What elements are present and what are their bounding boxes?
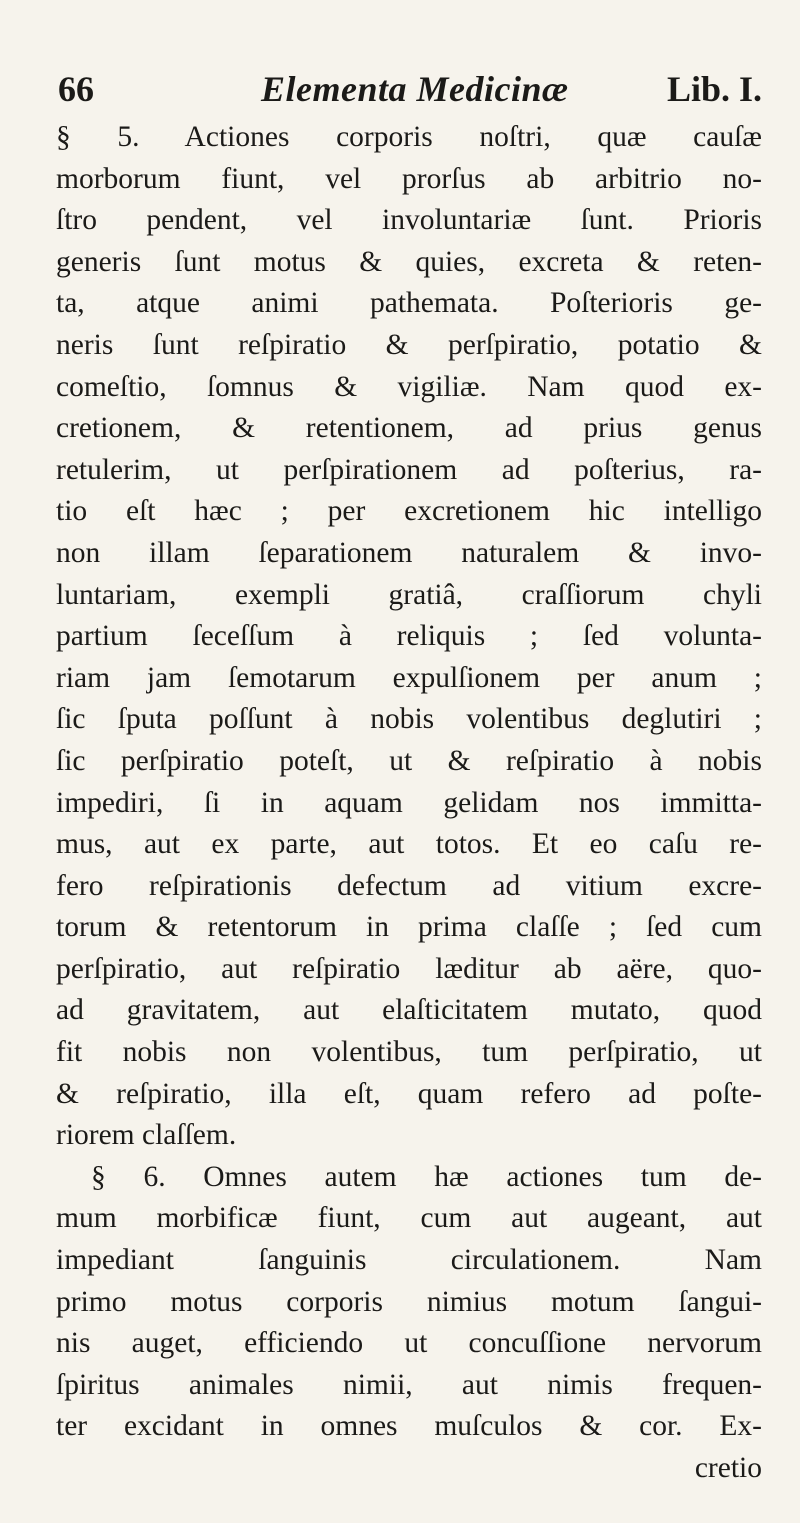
- text-line: fero reſpirationis defectum ad vitium excre-: [56, 869, 762, 902]
- text-line: cretionem, & retentionem, ad prius genus: [56, 412, 762, 445]
- text-line: mum morbificæ fiunt, cum aut augeant, aut: [56, 1202, 762, 1235]
- text-line: ſpiritus animales nimii, aut nimis frequen-: [56, 1368, 762, 1401]
- text-line: ſtro pendent, vel involuntariæ ſunt. Prioris: [56, 204, 762, 237]
- text-line: neris ſunt reſpiratio & perſpiratio, potatio &: [56, 328, 762, 361]
- text-line: ter excidant in omnes muſculos & cor. Ex-: [56, 1410, 762, 1443]
- text-line: § 5. Actiones corporis noſtri, quæ cauſæ: [56, 121, 762, 153]
- text-line: impediri, ſi in aquam gelidam nos immitta-: [56, 786, 762, 819]
- text-line: & reſpiratio, illa eſt, quam refero ad poſte-: [56, 1077, 762, 1110]
- text-line: riorem claſſem.: [56, 1119, 237, 1152]
- text-line: primo motus corporis nimius motum ſangui-: [56, 1285, 762, 1318]
- text-line: ta, atque animi pathemata. Poſterioris ge-: [56, 287, 762, 320]
- text-line: torum & retentorum in prima claſſe ; ſed cum: [56, 911, 762, 944]
- text-line: generis ſunt motus & quies, excreta & reten-: [56, 245, 762, 278]
- text-line: fit nobis non volentibus, tum perſpiratio, ut: [56, 1036, 762, 1069]
- text-line: non illam ſeparationem naturalem & invo-: [56, 536, 762, 569]
- body-text: [56, 117, 762, 1490]
- page-number: 66: [58, 69, 94, 109]
- catchword: cretio: [694, 1452, 762, 1484]
- book-reference: Lib. I.: [666, 69, 762, 109]
- text-line: mus, aut ex parte, aut totos. Et eo caſu re-: [56, 828, 762, 861]
- text-line: riam jam ſemotarum expulſionem per anum ;: [56, 661, 762, 694]
- text-line: tio eſt hæc ; per excretionem hic intelligo: [56, 495, 762, 528]
- text-line: comeſtio, ſomnus & vigiliæ. Nam quod ex-: [56, 370, 762, 403]
- text-line: § 6. Omnes autem hæ actiones tum de-: [91, 1160, 762, 1193]
- text-line: retulerim, ut perſpirationem ad poſterius, ra-: [56, 453, 762, 486]
- text-line: ſic ſputa poſſunt à nobis volentibus deglutiri ;: [56, 703, 762, 736]
- text-line: ſic perſpiratio poteſt, ut & reſpiratio à nobis: [56, 744, 762, 777]
- page-header: [58, 68, 762, 114]
- text-line: nis auget, efficiendo ut concuſſione nervorum: [56, 1327, 762, 1360]
- text-line: ad gravitatem, aut elaſticitatem mutato, quod: [56, 994, 762, 1027]
- text-line: impediant ſanguinis circulationem. Nam: [56, 1244, 762, 1277]
- text-line: perſpiratio, aut reſpiratio læditur ab aëre, quo-: [56, 952, 762, 985]
- text-line: morborum fiunt, vel prorſus ab arbitrio no-: [56, 162, 762, 195]
- running-title: Elementa Medicinæ: [261, 69, 569, 109]
- text-line: luntariam, exempli gratiâ, craſſiorum chyli: [56, 578, 762, 611]
- text-line: partium ſeceſſum à reliquis ; ſed volunta-: [56, 620, 762, 653]
